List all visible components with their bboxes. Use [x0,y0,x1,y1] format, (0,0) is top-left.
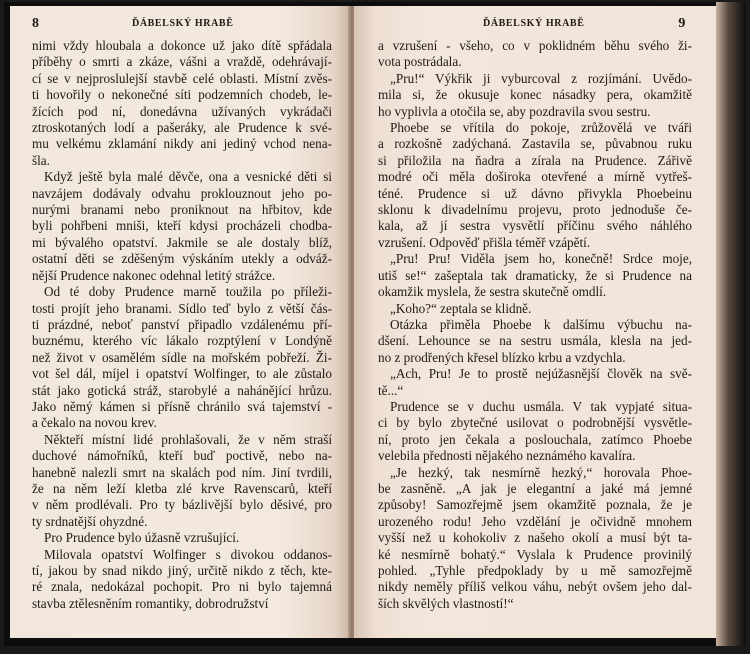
text-line: vyšší než u kohokoliv z našeho okolí a musí být ta- [378,530,692,546]
text-line: Prudence se v duchu usmála. V tak vypjaté situa- [390,398,692,414]
text-line: „Je hezký, tak nesmírně hezký,“ horovala Phoe- [390,464,692,480]
text-line: tí, jakou by snad nikdo jiný, určitě nikdo z těch, kte- [32,563,332,578]
text-line: mi bývalého opatství. Jakmile se ale dostaly blíž, [32,234,332,250]
text-line: nikdy neměly příliš velkou váhu, nebýt ovšem jeho dal- [378,579,692,595]
text-line: Otázka přiměla Phoebe k dalšímu výbuchu na- [390,316,692,332]
text-line: vota postrádala. [378,54,462,70]
text-line: cí se v nejproslulejší stavbě celé oblasti. Místní zvěs- [32,70,332,86]
text-line: tosti projít jeho branami. Sídlo teď bylo z větší čás- [32,300,332,316]
left-page [10,6,350,638]
page-edge-shadow [716,2,746,646]
text-line: ti prázdné, neboť panství připadlo vzdálenému pří- [32,316,332,332]
text-line: nější Prudence nakonec odehnal letitý strážce. [32,267,276,283]
text-line: nurými branami nebo proniknout na hřbitov, kde [32,202,332,218]
text-line: byli pohřbeni mniši, kteří kdysi procházeli chodba- [32,218,332,234]
text-line: „Koho?“ zeptala se klidně. [390,300,532,316]
text-line: „Pru! Pru! Viděla jsem ho, konečně! Srdce moje, [390,251,692,267]
text-line: stát jako gotická stráž, starobylé a nahánějící hrůzu. [32,382,332,398]
text-line: modré oči měla doširoka otevřené a mírně vytřeš- [378,169,692,185]
text-line: dšení. Lehounce se na sestru usmála, klesla na jed- [378,333,692,349]
right-running-head: ĎÁBELSKÝ HRABĚ [483,18,585,29]
text-line: navzájem dodávaly odvahu proklouznout jeho po- [32,185,332,201]
text-line: velebila přednosti nějakého neznámého kavalíra. [378,448,636,464]
text-line: a vzrušení - všeho, co v poklidném běhu svého ži- [378,38,692,53]
text-line: „Pru!“ Výkřik ji vyburcoval z rozjímání. Uvědo- [390,70,692,86]
text-line: a čekalo na novou krev. [32,415,157,431]
text-line: že na něm leží kletba zlé krve Ravenscarů, kteří [32,480,332,496]
text-line: sklonu k divadelnímu projevu, proto jednoduše če- [378,202,692,218]
text-line: mu velkému zklamání nikdy ani jediný vchod nena- [32,136,332,152]
text-line: ších skvělých vlastností!“ [378,595,514,611]
text-line: kala, až jí sestra vysvětlí příčinu svého náhlého [378,218,692,234]
text-line: téné. Prudence si už dávno přivykla Phoebeinu [378,185,692,201]
text-line: hanebně nalezli smrt na skalách pod ním. Jiní tvrdili, [32,464,332,480]
text-line: Milovala opatství Wolfinger s divokou oddanos- [44,546,332,562]
text-line: ostatní děti se zděšeným výskáním utekly a odváž- [32,251,332,267]
text-line: a rozkošně zadýchaná. Zastavila se, půvabnou ruku [378,136,692,152]
text-line: ké nesmírně bohatý.“ Vyslala k Prudence provinilý [378,546,692,562]
text-line: ci by bylo zbytečné usilovat o podrobnější vysvětle- [378,415,692,431]
text-line: urozeného rodu! Jeho vzdělání je očividně mnohem [378,513,692,529]
text-line: be zasněně. „A jak je elegantní a jaké má jemné [378,480,692,496]
right-page [354,6,716,638]
text-line: tě...“ [378,382,404,398]
left-running-head: ĎÁBELSKÝ HRABĚ [132,18,234,29]
text-line: Když ještě byla malé děvče, ona a vesnické děti si [44,169,332,185]
text-line: ho vyplivla a otočila se, aby pozdravila svou sestru. [378,103,651,119]
right-page-body [378,38,692,612]
text-line: ré znala, nedokázal pochopit. Pro ni bylo tajemná [32,579,332,595]
text-line: pohled. „Tyhle předpoklady by u mě samozřejmě [378,563,692,578]
text-line: než život v osamělém sídle na mořském pobřeží. Ži- [32,349,332,365]
text-line: nimi vždy hloubala a dokonce už jako dítě spřádala [32,38,332,53]
text-line: v něm prodlévali. Pro ty bázlivější bylo děsivé, pro [32,497,332,513]
text-line: Od té doby Prudence marně toužila po příleži- [44,284,332,300]
text-line: mila si, že okusuje konec násadky pera, okamžitě [378,87,692,103]
text-block [32,38,332,612]
right-page-header [378,16,692,38]
text-line: no z prodřených křesel blízko krbu a vzdychla. [378,349,626,365]
text-line: okamžik myslela, že sestra skutečně omdlí. [378,284,607,300]
text-line: stavba ztělesněním romantiky, dobrodružství [32,595,269,611]
text-line: duchové námořníků, kteří buď poctivě, nebo na- [32,448,332,464]
text-line: Někteří místní lidé prohlašovali, že v něm straší [44,431,332,447]
left-page-number: 8 [32,16,40,31]
text-line: Jako němý kámen si přísně chránilo svá tajemství - [32,398,332,414]
text-line: si přiložila na ňadra a zírala na Prudence. Zářivě [378,152,692,168]
text-line: „Ach, Pru! Je to prostě nejúžasnější člověk na svě- [390,366,692,382]
text-line: Phoebe se vřítila do pokoje, zrůžovělá ve tváři [390,120,692,136]
text-line: způsoby! Samozřejmě jsem okamžitě poznala, že je [378,497,692,513]
text-line: ní, proto jen čekala a poslouchala, zatímco Phoebe [378,431,692,447]
text-line: utiš se!“ zašeptala tak dramaticky, že si Prudence na [378,267,692,283]
right-page-number: 9 [678,16,686,31]
text-line: žících pod ní, donedávna užívaných vykrádači [32,103,332,119]
text-line: ti hovořily o nekonečné síti podzemních chodeb, le- [32,87,332,103]
text-line: buznému, kterého víc lákalo rozptýlení v Londýně [32,333,332,349]
left-page-body [32,38,332,612]
left-page-header [32,16,332,38]
text-block [378,38,692,612]
text-line: šla. [32,152,50,168]
text-line: ty srdnatější ohyzdné. [32,513,148,529]
text-line: vot šel dál, míjel i opatství Wolfinger, to ale zůstalo [32,366,332,382]
book-spread [4,2,746,646]
text-line: Pro Prudence bylo úžasně vzrušující. [44,530,240,546]
text-line: ztroskotaných lodí a pašeráky, ale Prudence k své- [32,120,332,136]
text-line: příběhy o smrti a zkáze, vášni a vraždě, odehrávají- [32,54,332,70]
text-line: vzrušení. Odpověď přišla téměř vzápětí. [378,234,591,250]
